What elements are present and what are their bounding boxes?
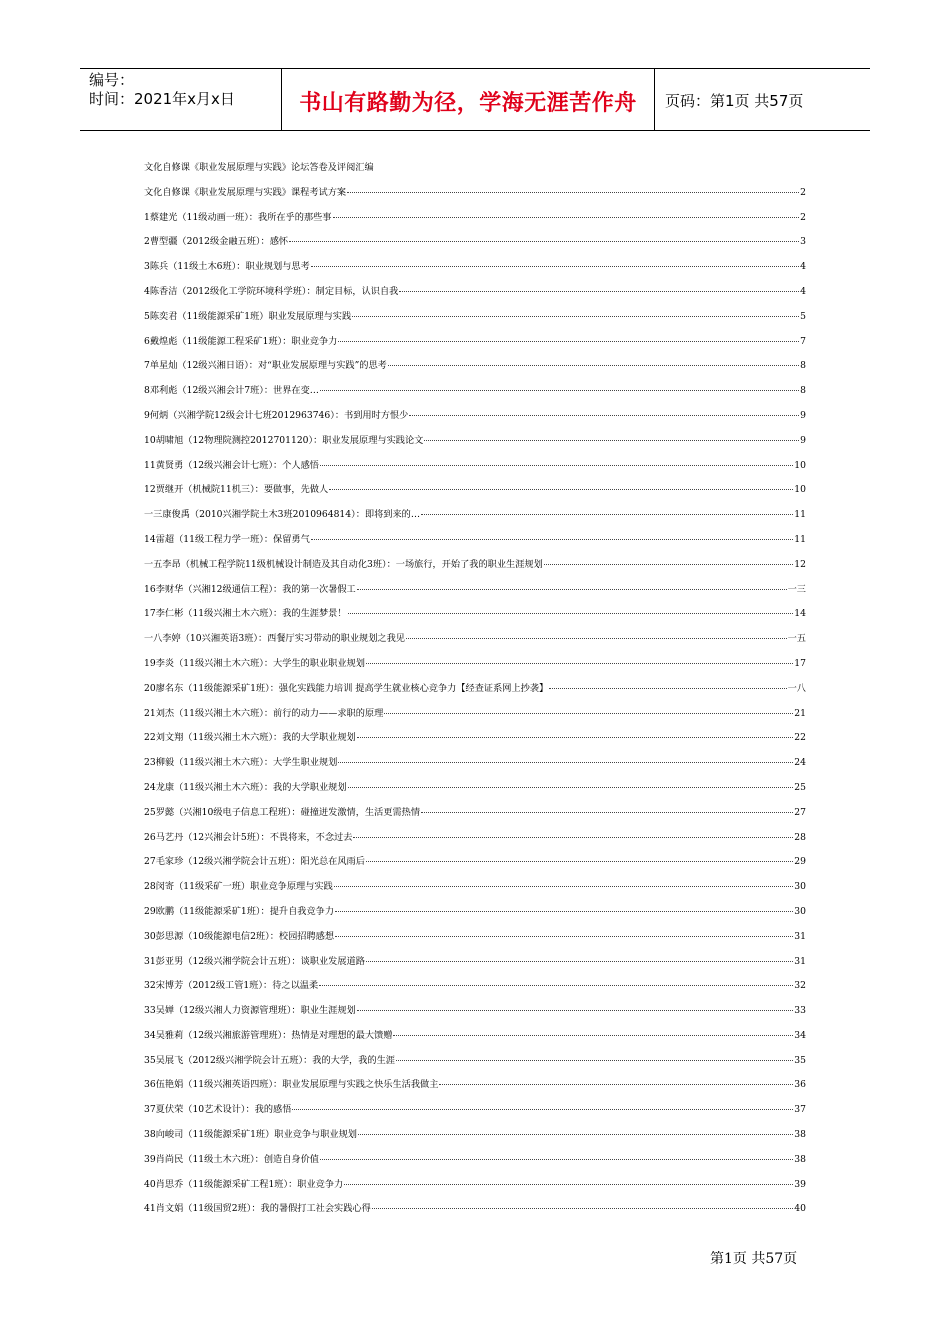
toc-dot-leader <box>357 589 787 590</box>
toc-entry[interactable] <box>144 706 806 731</box>
toc-entry-page: 28 <box>794 831 806 843</box>
toc-dot-leader <box>388 365 799 366</box>
toc-entry-page: 36 <box>794 1079 806 1091</box>
toc-entry[interactable] <box>144 1102 806 1127</box>
toc-dot-leader <box>320 465 793 466</box>
toc-entry-page: 35 <box>794 1054 806 1066</box>
toc-dot-leader <box>409 415 799 416</box>
toc-entry-label: 36伍艳娟（11级兴湘英语四班）：职业发展原理与实践之快乐生活我做主 <box>144 1079 439 1091</box>
toc-dot-leader <box>399 291 799 292</box>
toc-entry-page: 5 <box>800 310 806 322</box>
toc-entry-label: 38向峻司（11级能源采矿1班）职业竞争与职业规划 <box>144 1129 357 1141</box>
toc-entry-page: 31 <box>794 930 806 942</box>
toc-entry[interactable] <box>144 954 806 979</box>
toc-entry[interactable] <box>144 805 806 830</box>
toc-entry-label: 23柳毅（11级兴湘土木六班）：大学生职业规划 <box>144 757 338 769</box>
toc-entry-page: 21 <box>794 707 806 719</box>
toc-entry-page: 10 <box>794 484 806 496</box>
toc-entry-page: 33 <box>794 1005 806 1017</box>
toc-entry-label: 32宋博芳（2012级工管1班）：待之以温柔 <box>144 980 319 992</box>
toc-entry-page: 2 <box>800 186 806 198</box>
toc-dot-leader <box>384 713 793 714</box>
toc-entry[interactable] <box>144 557 806 582</box>
toc-entry-page: 30 <box>794 881 806 893</box>
toc-entry-page: 11 <box>794 509 806 521</box>
toc-entry[interactable] <box>144 606 806 631</box>
toc-dot-leader <box>334 886 794 887</box>
toc-entry-page: 30 <box>794 905 806 917</box>
toc-entry-page: 2 <box>800 211 806 223</box>
toc-entry-label: 1蔡建光（11级动画一班）：我所在乎的那些事 <box>144 211 332 223</box>
toc-entry-label: 25罗懿（兴湘10级电子信息工程班）：碰撞迸发激情，生活更需热情 <box>144 806 421 818</box>
toc-dot-leader <box>289 241 799 242</box>
toc-entry-label: 17李仁彬（11级兴湘土木六班）：我的生涯梦景！ <box>144 608 347 620</box>
toc-entry[interactable] <box>144 1028 806 1053</box>
toc-entry-label: 3陈兵（11级土木6班）：职业规划与思考 <box>144 261 310 273</box>
toc-entry-label: 24龙康（11级兴湘土木六班）：我的大学职业规划 <box>144 781 347 793</box>
toc-entry[interactable] <box>144 929 806 954</box>
toc-entry-label: 5陈奕君（11级能源采矿1班）职业发展原理与实践 <box>144 310 352 322</box>
toc-entry[interactable] <box>144 830 806 855</box>
toc-entry-page: 14 <box>794 608 806 620</box>
toc-entry[interactable] <box>144 433 806 458</box>
toc-entry-label: 一八李婷（10兴湘英语3班）：西餐厅实习带动的职业规划之我见 <box>144 633 405 645</box>
toc-entry-page: 一八 <box>787 682 806 694</box>
toc-entry[interactable] <box>144 507 806 532</box>
toc-entry[interactable] <box>144 879 806 904</box>
toc-dot-leader <box>424 440 799 441</box>
toc-dot-leader <box>366 861 793 862</box>
toc-dot-leader <box>348 613 794 614</box>
toc-entry-page: 32 <box>794 980 806 992</box>
toc-entry-page: 4 <box>800 261 806 273</box>
toc-dot-leader <box>338 762 793 763</box>
toc-entry[interactable] <box>144 978 806 1003</box>
toc-entry-page: 9 <box>800 409 806 421</box>
toc-dot-leader <box>353 837 793 838</box>
toc-entry[interactable] <box>144 1201 806 1226</box>
toc-entry[interactable] <box>144 1053 806 1078</box>
toc-entry-page: 24 <box>794 757 806 769</box>
toc-entry[interactable] <box>144 284 806 309</box>
toc-entry-label: 39肖尚民（11级土木六班）：创造自身价值 <box>144 1153 319 1165</box>
page-footer: 第1页 共57页 <box>710 1251 798 1267</box>
document-number-label: 编号： <box>89 71 135 89</box>
header-page-info: 页码：第1页 共57页 <box>665 92 804 110</box>
toc-dot-leader <box>329 489 793 490</box>
toc-entry-page: 34 <box>794 1029 806 1041</box>
toc-entry[interactable] <box>144 582 806 607</box>
toc-dot-leader <box>347 192 799 193</box>
toc-entry-label: 26马艺丹（12兴湘会计5班）：不畏将来，不念过去 <box>144 831 353 843</box>
toc-entry-label: 14雷超（11级工程力学一班）：保留勇气 <box>144 533 310 545</box>
toc-entry[interactable] <box>144 532 806 557</box>
toc-entry-page: 25 <box>794 781 806 793</box>
toc-entry-page: 一五 <box>787 633 806 645</box>
toc-entry[interactable] <box>144 482 806 507</box>
toc-entry[interactable] <box>144 185 806 210</box>
toc-entry-page: 39 <box>794 1178 806 1190</box>
toc-entry[interactable] <box>144 656 806 681</box>
toc-entry-label: 35吴展飞（2012级兴湘学院会计五班）：我的大学，我的生涯 <box>144 1054 395 1066</box>
toc-entry[interactable] <box>144 408 806 433</box>
toc-dot-leader <box>311 539 794 540</box>
toc-entry[interactable] <box>144 383 806 408</box>
toc-entry-label: 40肖思乔（11级能源采矿工程1班）：职业竞争力 <box>144 1178 344 1190</box>
toc-entry-label: 一三康俊禹（2010兴湘学院土木3班2010964814）：即将到来的… <box>144 509 421 521</box>
toc-entry-page: 7 <box>800 335 806 347</box>
toc-entry-label: 文化自修课《职业发展原理与实践》课程考试方案 <box>144 186 347 198</box>
toc-dot-leader <box>311 266 799 267</box>
toc-entry-label: 7单星灿（12级兴湘日语）：对“职业发展原理与实践”的思考 <box>144 360 387 372</box>
toc-dot-leader <box>396 1060 793 1061</box>
toc-entry-page: 3 <box>800 236 806 248</box>
toc-entry-label: 27毛家珍（12级兴湘学院会计五班）：阳光总在风雨后 <box>144 856 365 868</box>
toc-entry[interactable] <box>144 1077 806 1102</box>
toc-dot-leader <box>439 1084 793 1085</box>
toc-entry[interactable] <box>144 681 806 706</box>
toc-entry[interactable] <box>144 854 806 879</box>
toc-entry-label: 10胡啸旭（12物理院测控2012701120）：职业发展原理与实践论文 <box>144 434 424 446</box>
toc-entry-page: 22 <box>794 732 806 744</box>
toc-entry-page: 12 <box>794 558 806 570</box>
toc-entry-page: 37 <box>794 1104 806 1116</box>
toc-entry[interactable] <box>144 730 806 755</box>
toc-entry[interactable] <box>144 1003 806 1028</box>
toc-entry-label: 4陈香洁（2012级化工学院环境科学班）：制定目标，认识自我 <box>144 285 399 297</box>
table-of-contents <box>144 160 806 1226</box>
header-meta <box>80 69 282 130</box>
toc-entry[interactable] <box>144 358 806 383</box>
toc-entry-page: 11 <box>794 533 806 545</box>
toc-entry-page: 9 <box>800 434 806 446</box>
toc-entry-page: 31 <box>794 955 806 967</box>
toc-dot-leader <box>357 737 794 738</box>
toc-entry-label: 6戴煌彪（11级能源工程采矿1班）：职业竞争力 <box>144 335 338 347</box>
toc-entry-label: 2曹型疆（2012级金融五班）：感怀 <box>144 236 289 248</box>
toc-dot-leader <box>320 390 799 391</box>
toc-dot-leader <box>335 911 793 912</box>
toc-entry[interactable] <box>144 458 806 483</box>
toc-entry[interactable] <box>144 1177 806 1202</box>
toc-entry-label: 30彭思源（10级能源电信2班）：校园招聘感想 <box>144 930 335 942</box>
toc-entry-label: 33吴婵（12级兴湘人力资源管理班）：职业生涯规划 <box>144 1005 356 1017</box>
toc-entry-page: 10 <box>794 459 806 471</box>
toc-entry[interactable] <box>144 210 806 235</box>
toc-entry-page: 38 <box>794 1129 806 1141</box>
toc-entry[interactable] <box>144 334 806 359</box>
toc-dot-leader <box>319 985 793 986</box>
toc-dot-leader <box>421 514 793 515</box>
header-motto: 书山有路勤为径，学海无涯苦作舟 <box>282 69 655 130</box>
toc-dot-leader <box>372 1208 794 1209</box>
toc-entry-label: 22刘文翔（11级兴湘土木六班）：我的大学职业规划 <box>144 732 356 744</box>
toc-entry-label: 34吴雅莉（12级兴湘旅游管理班）：热情是对理想的最大馈赠 <box>144 1029 393 1041</box>
toc-dot-leader <box>348 787 794 788</box>
toc-entry-page: 8 <box>800 360 806 372</box>
toc-dot-leader <box>320 1159 793 1160</box>
document-time-label: 时间：2021年x月x日 <box>89 90 235 108</box>
toc-entry[interactable] <box>144 234 806 259</box>
toc-entry-page: 一三 <box>787 583 806 595</box>
toc-entry-page: 38 <box>794 1153 806 1165</box>
toc-entry-page: 17 <box>794 657 806 669</box>
toc-entry[interactable] <box>144 259 806 284</box>
toc-dot-leader <box>421 812 793 813</box>
toc-entry-label: 20廖名东（11级能源采矿1班）：强化实践能力培训 提高学生就业核心竞争力【经查证系网上抄袭】 <box>144 682 549 694</box>
toc-title: 文化自修课《职业发展原理与实践》论坛答卷及评阅汇编 <box>144 162 374 173</box>
toc-entry-page: 40 <box>794 1203 806 1215</box>
toc-entry-label: 8邓利彪（12级兴湘会计7班）：世界在变… <box>144 385 319 397</box>
toc-entry[interactable] <box>144 309 806 334</box>
toc-entry[interactable] <box>144 904 806 929</box>
toc-dot-leader <box>366 961 793 962</box>
toc-dot-leader <box>544 564 793 565</box>
toc-dot-leader <box>406 638 787 639</box>
toc-entry-label: 19李炎（11级兴湘土木六班）：大学生的职业职业规划 <box>144 657 365 669</box>
page-header <box>80 68 870 131</box>
toc-entry[interactable] <box>144 780 806 805</box>
toc-entry-label: 28闵寄（11级采矿一班）职业竞争原理与实践 <box>144 881 333 893</box>
toc-entry[interactable] <box>144 755 806 780</box>
toc-entry-label: 37夏伏荣（10艺术设计）：我的感悟 <box>144 1104 292 1116</box>
toc-entry-label: 31彭亚男（12级兴湘学院会计五班）：谈职业发展道路 <box>144 955 365 967</box>
toc-dot-leader <box>549 688 786 689</box>
toc-entry-page: 8 <box>800 385 806 397</box>
toc-entry-page: 27 <box>794 806 806 818</box>
toc-entry[interactable] <box>144 631 806 656</box>
toc-entry-label: 21刘杰（11级兴湘土木六班）：前行的动力——求职的原理 <box>144 707 384 719</box>
toc-dot-leader <box>352 316 799 317</box>
toc-dot-leader <box>333 217 800 218</box>
toc-dot-leader <box>344 1184 793 1185</box>
toc-dot-leader <box>335 936 793 937</box>
toc-entry-label: 16李财华（兴湘12级通信工程）：我的第一次暑假工 <box>144 583 356 595</box>
toc-entry[interactable] <box>144 1127 806 1152</box>
toc-entry-page: 4 <box>800 285 806 297</box>
toc-dot-leader <box>358 1134 793 1135</box>
toc-dot-leader <box>338 341 799 342</box>
toc-dot-leader <box>366 663 793 664</box>
toc-entry-label: 41肖文娟（11级国贸2班）：我的暑假打工社会实践心得 <box>144 1203 371 1215</box>
toc-entry[interactable] <box>144 1152 806 1177</box>
toc-entry-page: 29 <box>794 856 806 868</box>
toc-dot-leader <box>292 1109 793 1110</box>
toc-entry-label: 11黄贤勇（12级兴湘会计七班）：个人感悟 <box>144 459 319 471</box>
toc-dot-leader <box>393 1035 793 1036</box>
toc-entry-label: 9何炳（兴湘学院12级会计七班2012963746）：书到用时方恨少 <box>144 409 409 421</box>
toc-entry-label: 一五李昂（机械工程学院11级机械设计制造及其自动化3班）：一场旅行，开始了我的职业生涯规划 <box>144 558 543 570</box>
toc-entry-label: 12贾继开（机械院11机三）：要做事，先做人 <box>144 484 329 496</box>
toc-entry-label: 29欧鹏（11级能源采矿1班）：提升自我竞争力 <box>144 905 335 917</box>
toc-dot-leader <box>357 1010 794 1011</box>
